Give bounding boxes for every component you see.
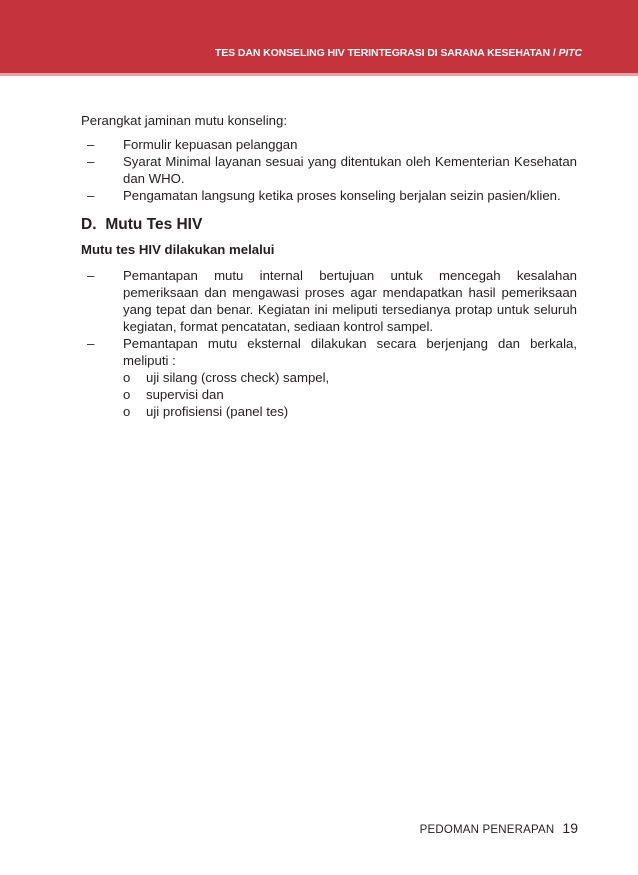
footer-label: PEDOMAN PENERAPAN [419, 824, 555, 836]
dash-bullet: – [87, 188, 95, 203]
sublist-item-text: uji profisiensi (panel tes) [146, 404, 289, 419]
dash-bullet: – [87, 268, 95, 283]
external-quality-sublist [123, 369, 577, 420]
intro-paragraph: Perangkat jaminan mutu konseling: [81, 113, 287, 128]
section-title: Mutu Tes HIV [105, 216, 203, 233]
subheading: Mutu tes HIV dilakukan melalui [81, 242, 275, 257]
dash-bullet: – [87, 336, 95, 351]
list-item [81, 335, 577, 420]
list-item [81, 187, 577, 204]
list-item-text: Pengamatan langsung ketika proses konseling berjalan seizin pasien/klien. [123, 188, 561, 203]
hiv-test-quality-list [81, 267, 577, 420]
list-item-text: Pemantapan mutu internal bertujuan untuk mencegah kesalahan pemeriksaan dan mengawasi proses agar mendapatkan hasil pemeriksaan yang tepat dan benar. Kegiatan ini meliputi tersedianya protap untuk seluruh kegiatan, format pencatatan, sediaan kontrol sampel. [123, 268, 577, 334]
sublist-item-text: uji silang (cross check) sampel, [146, 370, 330, 385]
sublist-item [123, 386, 577, 403]
page-number: 19 [562, 820, 578, 836]
list-item-text: Formulir kepuasan pelanggan [123, 137, 298, 152]
sublist-item [123, 403, 577, 420]
page-header-band [0, 0, 638, 76]
running-header-title [215, 47, 582, 59]
running-header-italic: PITC [558, 47, 582, 59]
running-header-text: TES DAN KONSELING HIV TERINTEGRASI DI SARANA KESEHATAN / [214, 47, 559, 59]
section-heading [81, 216, 577, 233]
quality-tools-list [81, 136, 577, 204]
list-item [81, 153, 577, 187]
sublist-item [123, 369, 577, 386]
dash-bullet: – [87, 137, 95, 152]
dash-bullet: – [87, 154, 95, 169]
list-item-text: Pemantapan mutu eksternal dilakukan secara berjenjang dan berkala, meliputi : [123, 336, 577, 368]
section-number: D. [81, 216, 97, 233]
circle-bullet: o [123, 370, 131, 385]
list-item-text: Syarat Minimal layanan sesuai yang ditentukan oleh Kementerian Kesehatan dan WHO. [123, 154, 577, 186]
page-body [81, 112, 577, 420]
page-footer [420, 820, 578, 836]
sublist-item-text: supervisi dan [146, 387, 224, 402]
list-item [81, 136, 577, 153]
list-item [81, 267, 577, 335]
circle-bullet: o [123, 404, 131, 419]
circle-bullet: o [123, 387, 131, 402]
